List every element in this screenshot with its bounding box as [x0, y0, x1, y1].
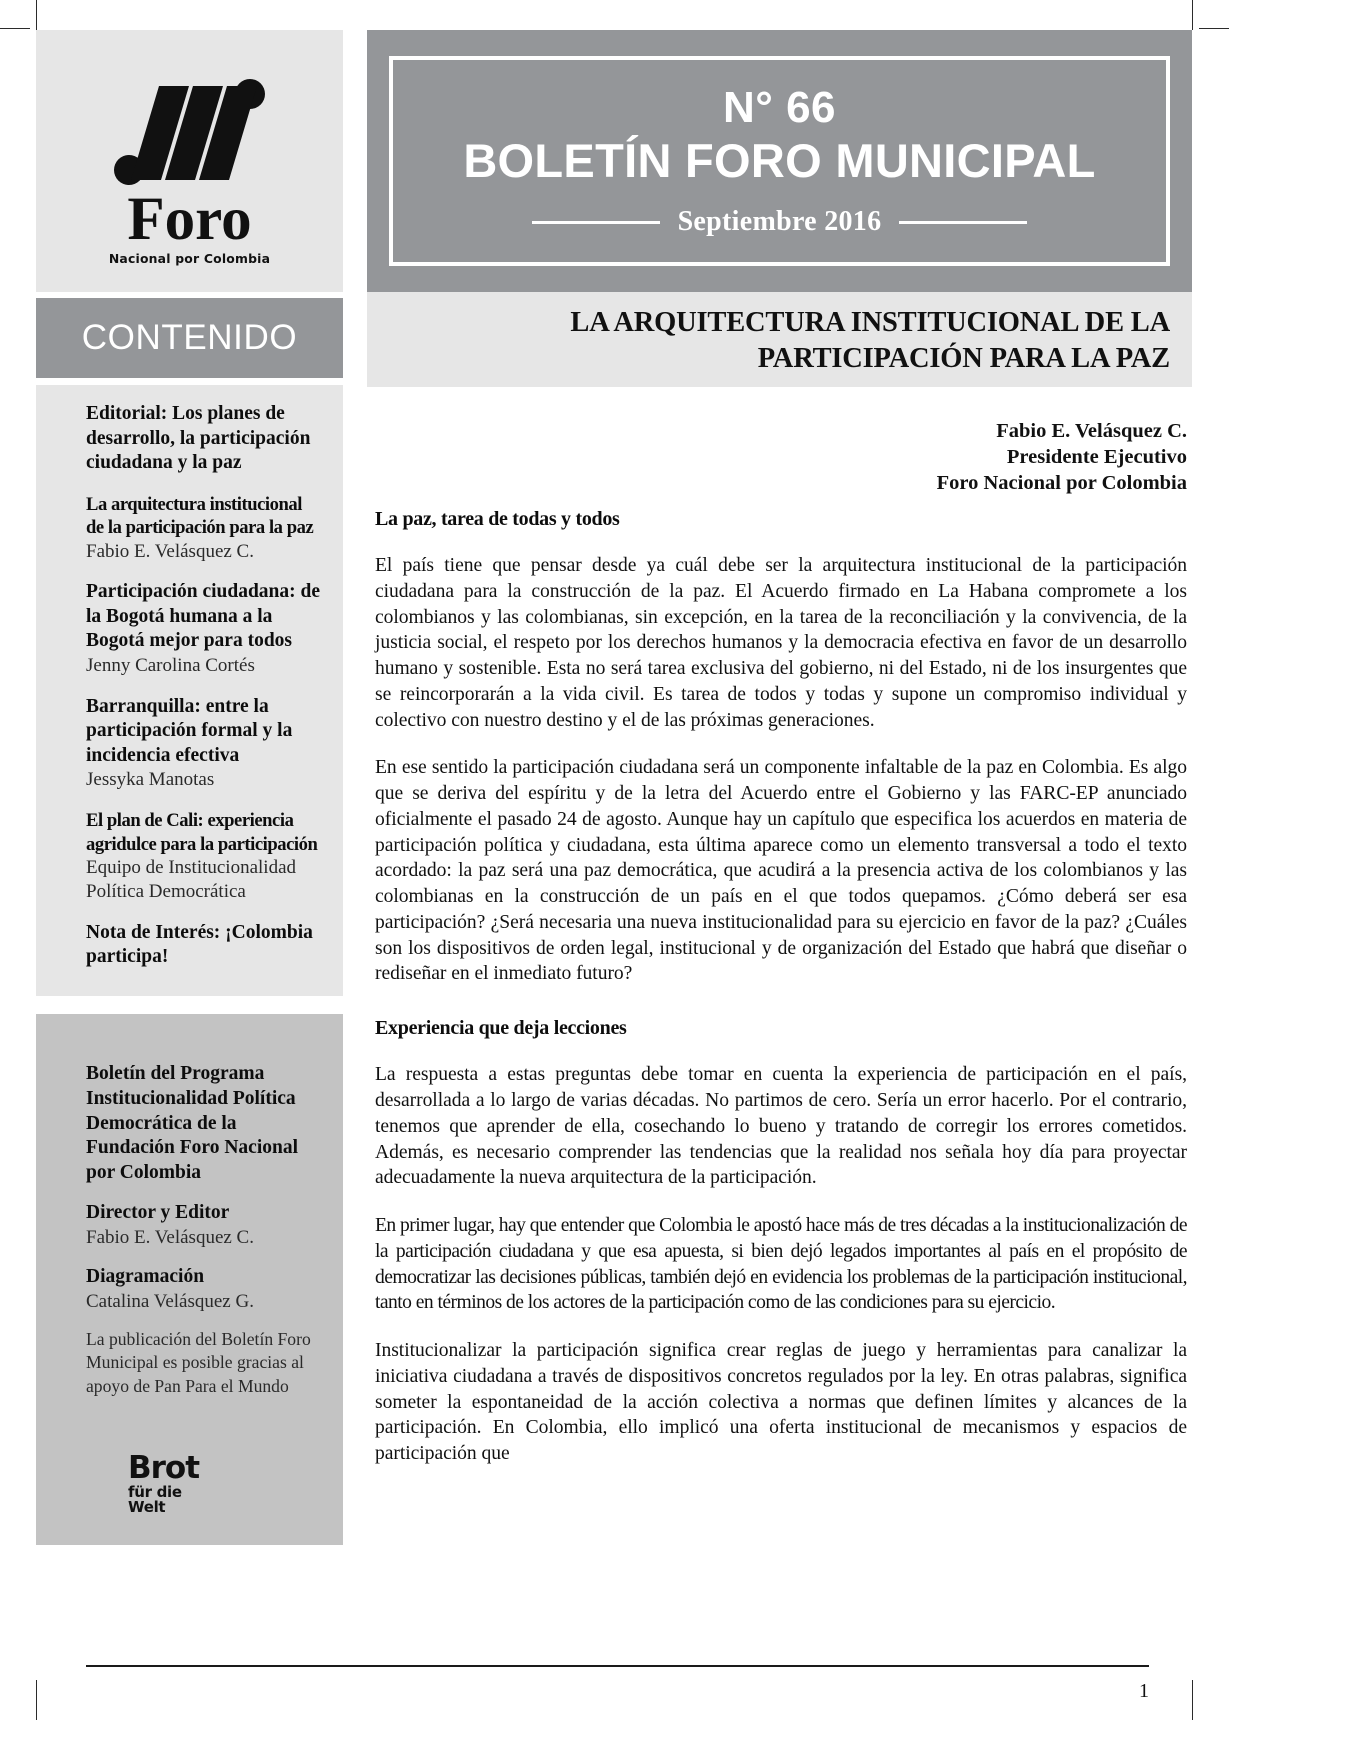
- article-paragraph: En primer lugar, hay que entender que Colombia le apostó hace más de tres décadas a la institucionalización de la participación ciudadana y que esa apuesta, si bien dejó legados importantes al país en el propósito de democratizar las decisiones públicas, también dejó en evidencia los problemas de la participación institucional, tanto en términos de los actores de la participación como de las condiciones para su ejercicio.: [375, 1215, 1187, 1314]
- toc-entry-author: Equipo de Institucionalidad Política Democrática: [86, 857, 297, 902]
- toc-entry-title: Editorial: Los planes de desarrollo, la participación ciudadana y la paz: [86, 403, 311, 474]
- footer-divider: [86, 1665, 1149, 1667]
- article-title-banner: [367, 292, 1192, 387]
- toc-entry[interactable]: [86, 402, 321, 476]
- toc-entry-title: Barranquilla: entre la participación formal y la incidencia efectiva: [86, 695, 293, 766]
- logo-artwork: [105, 78, 275, 266]
- crop-mark-top-left-vertical: [36, 0, 37, 30]
- page-number: 1: [1139, 1680, 1149, 1702]
- sponsor-logo-sub: für die Welt: [128, 1482, 182, 1516]
- section-heading: La paz, tarea de todas y todos: [375, 508, 620, 530]
- byline: [375, 418, 1187, 497]
- sidebar: [36, 30, 343, 1545]
- byline-role: Presidente Ejecutivo: [1006, 446, 1187, 469]
- crop-mark-top-right-vertical: [1192, 0, 1193, 30]
- toc-entry-author: Fabio E. Velásquez C.: [86, 540, 254, 562]
- byline-organization: Foro Nacional por Colombia: [936, 472, 1187, 495]
- section-heading: Experiencia que deja lecciones: [375, 1017, 627, 1040]
- credits-director-name: Fabio E. Velásquez C.: [86, 1227, 254, 1249]
- credits-program: Boletín del Programa Institucionalidad Política Democrática de la Fundación Foro Nacional por Colombia: [86, 1062, 298, 1184]
- sponsor-logo-main: Brot: [128, 1450, 200, 1487]
- toc-entry-title: El plan de Cali: experiencia agridulce para la participación: [86, 810, 318, 855]
- credits-director-role: Director y Editor: [86, 1202, 230, 1224]
- page-title: LA ARQUITECTURA INSTITUCIONAL DE LA PARTICIPACIÓN PARA LA PAZ: [570, 307, 1170, 374]
- issue-date: Septiembre 2016: [677, 206, 882, 238]
- issue-date-row: [393, 206, 1166, 238]
- toc-entry-title: La arquitectura institucional de la participación para la paz: [86, 493, 314, 539]
- toc-entry[interactable]: [86, 809, 321, 903]
- logo-tagline: Nacional por Colombia: [108, 250, 271, 266]
- brot-fuer-die-welt-logo: [128, 1450, 220, 1516]
- issue-number: N° 66: [722, 82, 837, 132]
- toc-entry-author: Jessyka Manotas: [86, 769, 215, 791]
- toc-entry[interactable]: [86, 493, 321, 564]
- table-of-contents: [36, 385, 343, 996]
- article-paragraph: En ese sentido la participación ciudadana será un componente infaltable de la paz en Colombia. Es algo que se deriva del espíritu y de la letra del Acuerdo entre el Gobierno y las FARC-EP anunciado oficialmente el pasado 24 de agosto. Aunque hay un capítulo que especifica los acuerdos en materia de participación política y ciudadana, esta última aparece como un elemento transversal a todo el texto acordado: la paz será una paz democrática, que acudirá a la presencia activa de los colombianos y las colombianas en la construcción de un país en el que todos quepamos. ¿Cómo deberá ser esa participación? ¿Será necesaria una nueva institucionalidad para su ejercicio en favor de la paz? ¿Cuáles son los dispositivos de orden legal, institucional y de organización del Estado que habrá que diseñar o rediseñar en el inmediato futuro?: [375, 757, 1187, 985]
- article-paragraph: El país tiene que pensar desde ya cuál debe ser la arquitectura institucional de la participación ciudadana para la construcción de la paz. El Acuerdo firmado en La Habana compromete a los colombianos y las colombianas, sin excepción, en la tarea de la reconciliación y la convivencia, de la justicia social, el respeto por los derechos humanos y la democracia efectiva en favor de un desarrollo humano y sostenible. Esta no será tarea exclusiva del gobierno, ni del Estado, ni de los insurgentes que se reincorporarán a la vida civil. Es tarea de todos y todas y supone un compromiso individual y colectivo con nuestro destino y el de las próximas generaciones.: [375, 555, 1187, 731]
- toc-entry-title: Nota de Interés: ¡Colombia participa!: [86, 921, 313, 968]
- masthead-frame: [389, 56, 1170, 266]
- article-body: [375, 508, 1187, 1489]
- credits-panel: [36, 1014, 343, 1545]
- masthead-banner: [367, 30, 1192, 292]
- logo-wordmark: Foro: [127, 186, 252, 253]
- byline-author: Fabio E. Velásquez C.: [996, 420, 1187, 442]
- toc-entry[interactable]: [86, 921, 321, 970]
- article-paragraph: Institucionalizar la participación significa crear reglas de juego y herramientas para canalizar la iniciativa ciudadana a través de dispositivos concretos regulados por la ley. En otras palabras, significa someter la espontaneidad de la acción colectiva a normas que definen límites y alcances de la participación. En Colombia, ello implicó una oferta institucional de mecanismos y espacios de participación que: [375, 1340, 1187, 1465]
- date-rule-right: [899, 221, 1027, 224]
- contenido-label: CONTENIDO: [81, 318, 298, 357]
- toc-entry-title: Participación ciudadana: de la Bogotá humana a la Bogotá mejor para todos: [86, 581, 321, 652]
- crop-mark-bottom-left-vertical: [36, 1680, 37, 1720]
- credits-funding-note: La publicación del Boletín Foro Municipal es posible gracias al apoyo de Pan Para el Mundo: [86, 1328, 311, 1396]
- foro-logo-icon: [105, 78, 275, 190]
- toc-entry[interactable]: [86, 580, 321, 677]
- publication-title: BOLETÍN FORO MUNICIPAL: [463, 134, 1096, 188]
- organization-logo: [36, 30, 343, 292]
- crop-mark-top-left-horizontal: [0, 28, 30, 29]
- credits-design-role: Diagramación: [86, 1265, 205, 1287]
- crop-mark-top-right-horizontal: [1199, 28, 1229, 29]
- date-rule-left: [532, 221, 660, 224]
- contenido-header: [36, 298, 343, 378]
- credits-design-name: Catalina Velásquez G.: [86, 1290, 254, 1312]
- toc-entry[interactable]: [86, 695, 321, 792]
- crop-mark-bottom-right-vertical: [1192, 1680, 1193, 1720]
- article-paragraph: La respuesta a estas preguntas debe tomar en cuenta la experiencia de participación en el país, desarrollada a lo largo de varias décadas. No partimos de cero. Sería un error hacerlo. Por el contrario, tenemos que aprender de ella, cosechando lo bueno y tratando de corregir los errores cometidos. Además, es necesario comprender las tendencias que la realidad nos señala hoy día para proyectar adecuadamente la nueva arquitectura de la participación.: [375, 1064, 1187, 1189]
- toc-entry-author: Jenny Carolina Cortés: [86, 654, 255, 676]
